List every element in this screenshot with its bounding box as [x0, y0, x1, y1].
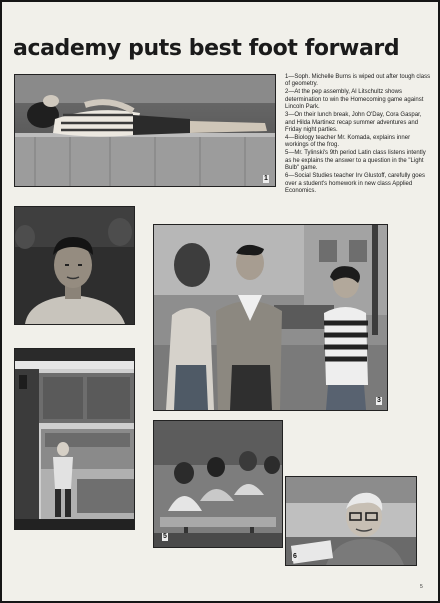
photo-number: 1	[264, 175, 268, 182]
caption-item: 3—On their lunch break, John O'Day, Cora Gaspar, and Hilda Martinez recap summer adventures and Friday night parties.	[285, 112, 422, 134]
photo-students-lunch-break	[153, 224, 388, 411]
page-title: academy puts best foot forward	[13, 36, 400, 61]
yearbook-page	[2, 2, 438, 601]
photo-number: 5	[163, 533, 167, 540]
caption-item: 6—Social Studies teacher Irv Glustoff, carefully goes over a student's homework in new class Applied Economics.	[285, 173, 425, 195]
photo-social-studies-teacher	[285, 476, 417, 566]
photo-student-lying-on-wall	[14, 74, 276, 187]
photo-biology-lab	[14, 348, 135, 530]
caption-item: 4—Biology teacher Mr. Komada, explains inner workings of the frog.	[285, 135, 411, 149]
caption-item: 1—Soph. Michelle Burns is wiped out after tough class of geometry.	[285, 74, 431, 88]
photo-latin-class	[153, 420, 283, 548]
photo-number: 6	[293, 553, 297, 560]
caption-item: 2—At the pep assembly, Al Litschultz shows determination to win the Homecoming game against Lincoln Park.	[285, 89, 424, 111]
photo-pep-assembly-student	[14, 206, 135, 325]
photo-number: 3	[377, 397, 381, 404]
caption-item: 5—Mr. Tylinski's 9th period Latin class listens intently as he explains the answer to a question in the "Light Bulb" game.	[285, 150, 426, 172]
caption-block	[285, 74, 433, 196]
page-number: 5	[420, 584, 423, 590]
